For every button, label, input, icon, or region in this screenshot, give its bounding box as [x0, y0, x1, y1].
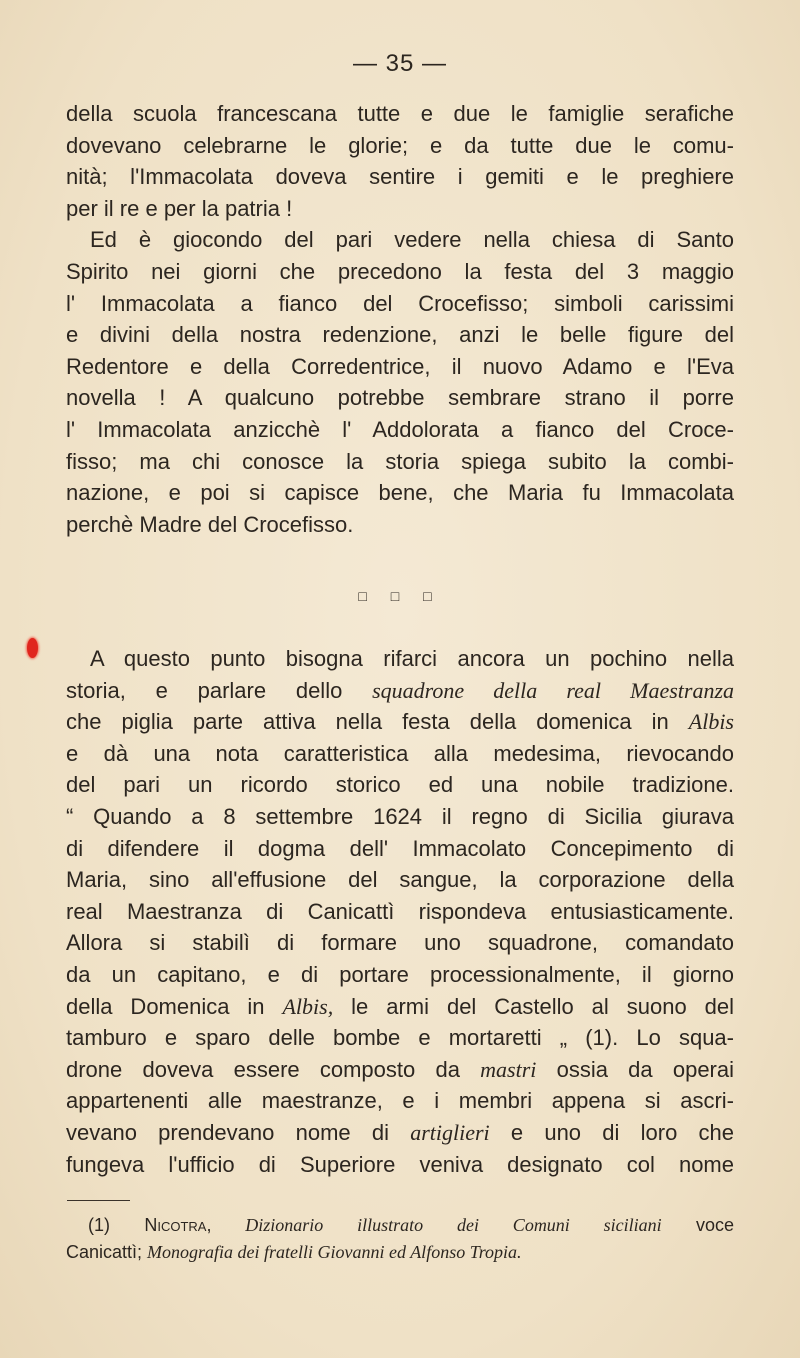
text-line: e dà una nota caratteristica alla medesima, rievocando: [66, 740, 734, 766]
italic-run: artiglieri: [410, 1119, 490, 1145]
text-run: che piglia parte attiva nella festa della domenica in: [66, 709, 689, 735]
text-line: appartenenti alle maestranze, e i membri appena si ascri-: [66, 1088, 734, 1114]
text-line: [66, 991, 734, 1023]
footnote-marker: (1): [88, 1215, 145, 1235]
text-line: [66, 675, 734, 707]
text-line: da un capitano, e di portare processionalmente, il giorno: [66, 961, 734, 987]
footnote-author: Nicotra,: [144, 1215, 212, 1235]
italic-run: Albis,: [282, 993, 334, 1019]
text-line: l' Immacolata anzicchè l' Addolorata a fianco del Croce-: [66, 416, 734, 442]
text-line: tamburo e sparo delle bombe e mortaretti „ (1). Lo squa-: [66, 1025, 734, 1051]
paragraph-2: [66, 643, 734, 1180]
text-line: l' Immacolata a fianco del Crocefisso; simboli carissimi: [66, 290, 734, 316]
text-run: voce: [661, 1215, 735, 1235]
section-separator: □ □ □: [358, 588, 442, 604]
footnote-line: [66, 1212, 734, 1239]
text-line: fisso; ma chi conosce la storia spiega subito la combi-: [66, 448, 734, 474]
text-line: novella ! A qualcuno potrebbe sembrare strano il porre: [66, 385, 734, 411]
italic-run: squadrone della real Maestranza: [372, 677, 735, 703]
text-run: le armi del Castello al suono del: [333, 993, 734, 1019]
text-run: drone doveva essere composto da: [66, 1056, 481, 1082]
text-line: e divini della nostra redenzione, anzi le belle figure del: [66, 322, 734, 348]
text-line: Ed è giocondo del pari vedere nella chiesa di Santo: [90, 227, 734, 253]
footnote-line: [66, 1239, 734, 1266]
text-run: storia, e parlare dello: [66, 677, 373, 703]
footnote-rule: [67, 1200, 130, 1201]
text-run: della Domenica in: [66, 993, 283, 1019]
text-line: della scuola francescana tutte e due le famiglie serafiche: [66, 101, 734, 126]
text-line: Maria, sino all'effusione del sangue, la corporazione della: [66, 867, 734, 893]
text-run: Canicattì;: [66, 1242, 148, 1262]
text-run: vevano prendevano nome di: [66, 1119, 411, 1145]
text-line: per il re e per la patria !: [66, 195, 293, 221]
text-line: [66, 1117, 734, 1149]
text-line: “ Quando a 8 settembre 1624 il regno di Sicilia giurava: [66, 803, 734, 829]
page-number: — 35 —: [352, 50, 448, 77]
text-line: Spirito nei giorni che precedono la festa del 3 maggio: [66, 258, 734, 284]
text-line: nazione, e poi si capisce bene, che Maria fu Immacolata: [66, 480, 734, 506]
text-line: perchè Madre del Crocefisso.: [66, 511, 354, 537]
text-line: fungeva l'ufficio di Superiore veniva designato col nome: [66, 1151, 734, 1177]
italic-run: Albis: [688, 709, 734, 735]
text-line: Allora si stabilì di formare uno squadrone, comandato: [66, 930, 734, 956]
footnote-work: Monografia dei fratelli Giovanni ed Alfonso Tropia.: [147, 1242, 522, 1262]
text-line: [66, 1054, 734, 1086]
text-run: e uno di loro che: [489, 1119, 734, 1145]
text-line: nità; l'Immacolata doveva sentire i gemiti e le preghiere: [66, 164, 734, 190]
text-line: [66, 706, 734, 738]
text-line: del pari un ricordo storico ed una nobile tradizione.: [66, 772, 734, 798]
footnote-work: Dizionario illustrato dei Comuni siciliani: [211, 1215, 662, 1235]
text-line: real Maestranza di Canicattì rispondeva entusiasticamente.: [66, 898, 734, 924]
text-run: ossia da operai: [536, 1056, 734, 1082]
footnote: [66, 1212, 734, 1266]
red-ink-mark: [27, 638, 38, 658]
text-line: di difendere il dogma dell' Immacolato Concepimento di: [66, 835, 734, 861]
paragraph-1: [66, 98, 734, 540]
text-line: dovevano celebrarne le glorie; e da tutte due le comu-: [66, 132, 734, 158]
text-line: Redentore e della Corredentrice, il nuovo Adamo e l'Eva: [66, 353, 734, 379]
italic-run: mastri: [480, 1056, 537, 1082]
text-line: A questo punto bisogna rifarci ancora un pochino nella: [90, 646, 734, 671]
